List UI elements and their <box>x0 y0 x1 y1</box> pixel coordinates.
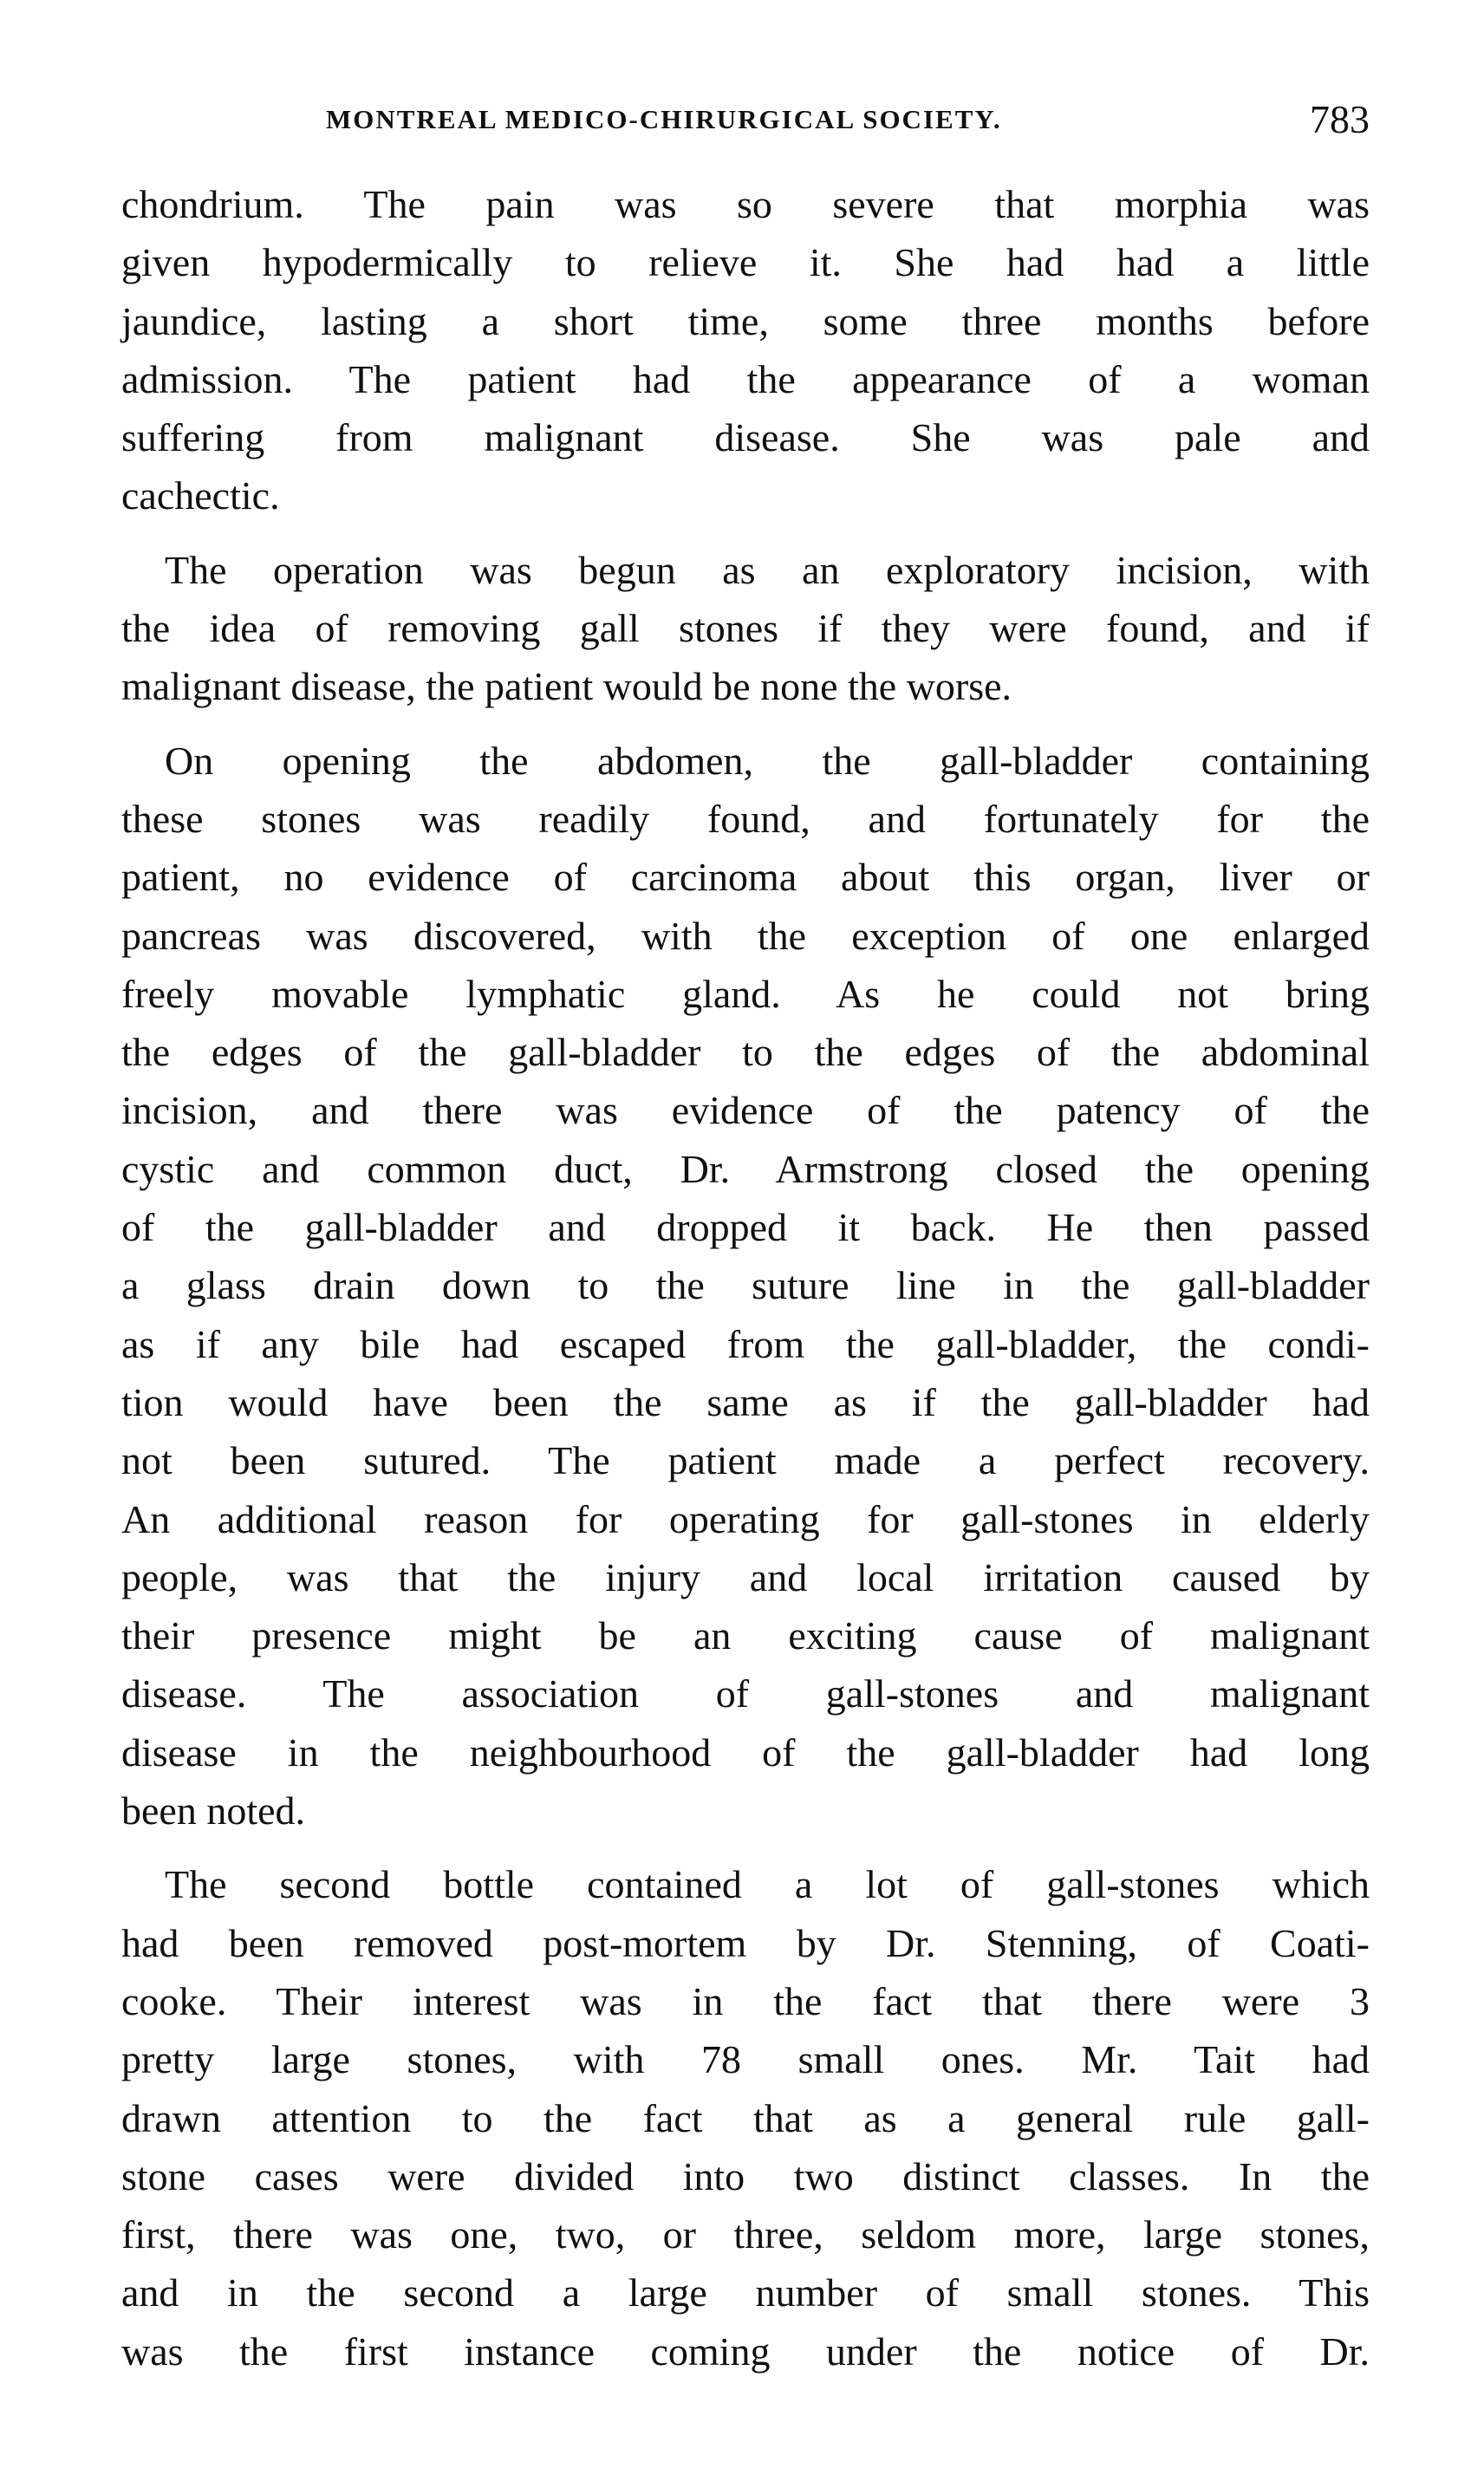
text-line: freely movable lymphatic gland. As he could not bring <box>121 971 1370 1016</box>
text-line: been noted. <box>121 1788 306 1833</box>
text-line: malignant disease, the patient would be none the worse. <box>121 664 1012 709</box>
text-line: On opening the abdomen, the gall-bladder containing <box>165 738 1370 783</box>
text-line: admission. The patient had the appearance of a woman <box>121 356 1370 401</box>
text-line: given hypodermically to relieve it. She had had a little <box>121 240 1370 285</box>
text-line: suffering from malignant disease. She was pale and <box>121 415 1370 460</box>
text-line: as if any bile had escaped from the gall-bladder, the condi- <box>121 1321 1370 1366</box>
paragraph-2 <box>121 541 1370 716</box>
text-line: tion would have been the same as if the gall-bladder had <box>121 1379 1370 1424</box>
text-line: patient, no evidence of carcinoma about this organ, liver or <box>121 855 1370 900</box>
text-line: The second bottle contained a lot of gall-stones which <box>165 1862 1370 1907</box>
text-line: drawn attention to the fact that as a general rule gall- <box>121 2095 1370 2140</box>
text-line: An additional reason for operating for gall-stones in elderly <box>121 1496 1370 1541</box>
text-line: chondrium. The pain was so severe that morphia was <box>121 182 1370 226</box>
paragraph-4 <box>121 1855 1370 2381</box>
text-line: disease in the neighbourhood of the gall-bladder had long <box>121 1729 1370 1775</box>
text-line: The operation was begun as an exploratory incision, with <box>165 547 1370 592</box>
paragraph-3 <box>121 732 1370 1840</box>
text-line: incision, and there was evidence of the patency of the <box>121 1088 1370 1133</box>
text-line: stone cases were divided into two distinct classes. In the <box>121 2153 1370 2198</box>
text-line: cachectic. <box>121 473 280 518</box>
page-number: 783 <box>1310 97 1370 141</box>
text-line: pretty large stones, with 78 small ones. Mr. Tait had <box>121 2037 1370 2082</box>
text-line: disease. The association of gall-stones and malignant <box>121 1671 1370 1716</box>
text-line: cooke. Their interest was in the fact that there were 3 <box>121 1978 1370 2023</box>
text-line: the edges of the gall-bladder to the edges of the abdominal <box>121 1030 1370 1075</box>
text-line: people, was that the injury and local irritation caused by <box>121 1554 1370 1599</box>
text-line: jaundice, lasting a short time, some three months before <box>121 298 1370 343</box>
body-text <box>121 175 1370 2396</box>
text-line: the idea of removing gall stones if they were found, and if <box>121 606 1370 651</box>
text-line: their presence might be an exciting cause of malignant <box>121 1613 1370 1658</box>
running-head <box>121 94 1370 146</box>
text-line: not been sutured. The patient made a perfect recovery. <box>121 1438 1370 1483</box>
paragraph-1 <box>121 175 1370 525</box>
text-line: had been removed post-mortem by Dr. Stenning, of Coati- <box>121 1920 1370 1965</box>
text-line: of the gall-bladder and dropped it back. He then passed <box>121 1205 1370 1250</box>
text-line: a glass drain down to the suture line in the gall-bladder <box>121 1263 1370 1308</box>
text-line: these stones was readily found, and fortunately for the <box>121 796 1370 841</box>
text-line: first, there was one, two, or three, seldom more, large stones, <box>121 2212 1370 2257</box>
text-line: was the first instance coming under the notice of Dr. <box>121 2328 1370 2374</box>
text-line: and in the second a large number of small stones. This <box>121 2270 1370 2315</box>
running-title: MONTREAL MEDICO-CHIRURGICAL SOCIETY. <box>326 104 1002 134</box>
text-line: cystic and common duct, Dr. Armstrong closed the opening <box>121 1146 1370 1191</box>
text-line: pancreas was discovered, with the exception of one enlarged <box>121 913 1370 958</box>
